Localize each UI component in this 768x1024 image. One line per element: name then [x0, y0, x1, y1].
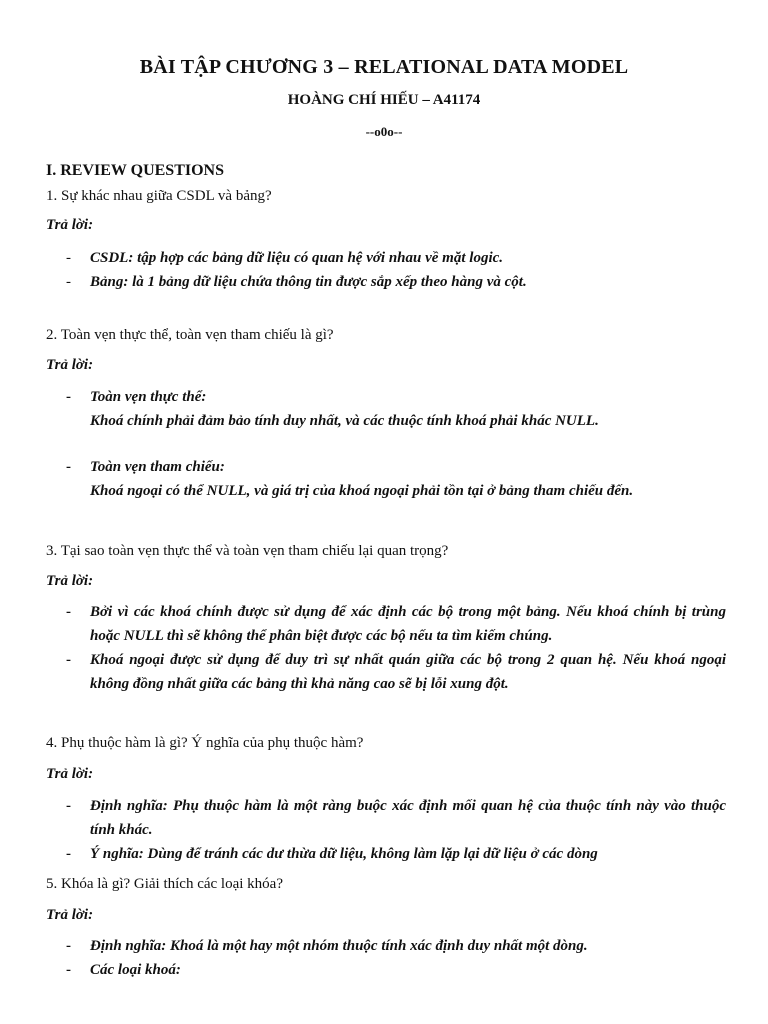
author-line: HOÀNG CHÍ HIẾU – A41174	[287, 92, 481, 108]
answer-2-item-1	[46, 385, 726, 433]
question-4	[46, 731, 726, 755]
question-4-text: 4. Phụ thuộc hàm là gì? Ý nghĩa của phụ thuộc hàm?	[46, 735, 364, 751]
answer-2-label: Trả lời:	[46, 357, 94, 373]
answer-1-list	[46, 246, 726, 294]
answer-3-list	[46, 600, 726, 696]
answer-5-list	[46, 934, 726, 982]
separator: --o0o--	[365, 124, 403, 139]
list-item: - Toàn vẹn thực thể: Khoá chính phải đảm bảo tính duy nhất, và các thuộc tính khoá phải khác NULL.	[66, 389, 599, 429]
answer-2-item-2	[46, 455, 726, 503]
question-1-text: 1. Sự khác nhau giữa CSDL và bảng?	[46, 188, 272, 204]
list-item: - Toàn vẹn tham chiếu: Khoá ngoại có thể NULL, và giá trị của khoá ngoại phải tồn tại ở bảng tham chiếu đến.	[66, 459, 634, 499]
question-5-text: 5. Khóa là gì? Giải thích các loại khóa?	[46, 876, 283, 892]
question-3	[46, 539, 726, 563]
question-3-text: 3. Tại sao toàn vẹn thực thể và toàn vẹn tham chiếu lại quan trọng?	[46, 543, 449, 559]
list-item: - Khoá ngoại được sử dụng để duy trì sự nhất quán giữa các bộ trong 2 quan hệ. Nếu khoá ngoại không đồng nhất giữa các bảng thì khả năng cao sẽ bị lỗi xung đột.	[66, 652, 726, 692]
answer-4-label: Trả lời:	[46, 766, 94, 782]
question-2	[46, 323, 726, 347]
list-item: - Ý nghĩa: Dùng để tránh các dư thừa dữ liệu, không làm lặp lại dữ liệu ở các dòng	[66, 846, 598, 862]
list-item: - Bảng: là 1 bảng dữ liệu chứa thông tin được sắp xếp theo hàng và cột.	[66, 274, 527, 290]
question-5	[46, 872, 726, 896]
question-2-text: 2. Toàn vẹn thực thể, toàn vẹn tham chiếu là gì?	[46, 327, 334, 343]
list-item: - Định nghĩa: Khoá là một hay một nhóm thuộc tính xác định duy nhất một dòng.	[66, 938, 588, 954]
section-heading: I. REVIEW QUESTIONS	[46, 162, 224, 179]
answer-4-list	[46, 794, 726, 866]
answer-1-label: Trả lời:	[46, 217, 94, 233]
list-item: - Các loại khoá:	[66, 962, 181, 978]
list-item: - Bởi vì các khoá chính được sử dụng để xác định các bộ trong một bảng. Nếu khoá chính bị trùng hoặc NULL thì sẽ không thể phân biệt được các bộ nếu ta tìm kiếm chúng.	[66, 604, 726, 644]
document-title: BÀI TẬP CHƯƠNG 3 – RELATIONAL DATA MODEL	[139, 56, 629, 78]
list-item: - CSDL: tập hợp các bảng dữ liệu có quan hệ với nhau về mặt logic.	[66, 250, 504, 266]
answer-5-label: Trả lời:	[46, 907, 94, 923]
list-item: - Định nghĩa: Phụ thuộc hàm là một ràng buộc xác định mối quan hệ của thuộc tính này vào thuộc tính khác.	[66, 798, 726, 838]
question-1	[46, 184, 726, 208]
answer-3-label: Trả lời:	[46, 573, 94, 589]
